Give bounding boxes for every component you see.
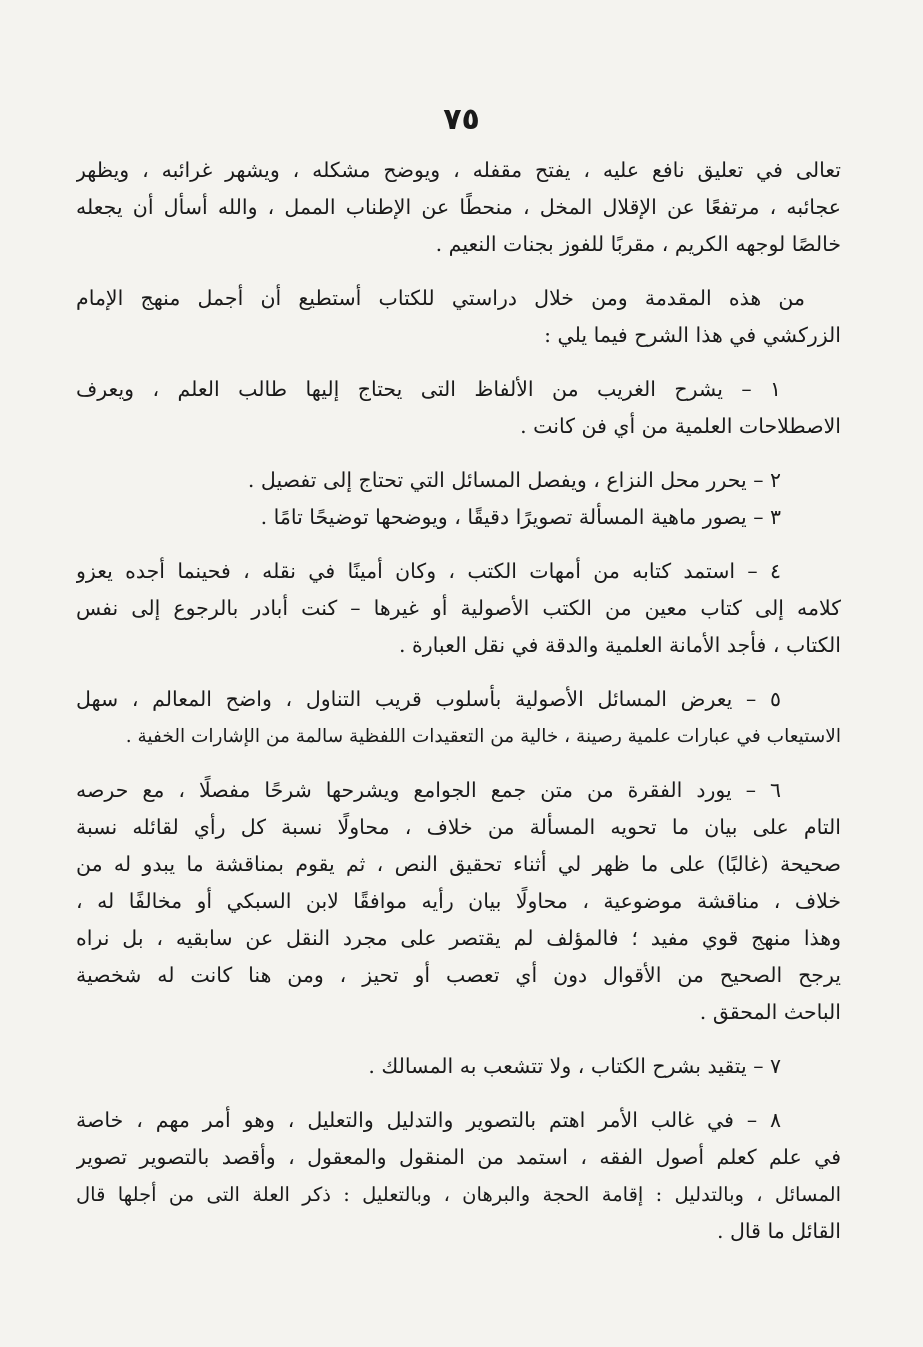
text-line: الزركشي في هذا الشرح فيما يلي : [544,323,841,347]
text-line: ٥ – يعرض المسائل الأصولية بأسلوب قريب التناول ، واضح المعالم ، سهل [76,687,781,711]
text-line: خالصًا لوجهه الكريم ، مقربًا للفوز بجنات النعيم . [435,232,841,256]
text-line: تعالى في تعليق نافع عليه ، يفتح مقفله ، ويوضح مشكله ، ويشهر غرائبه ، ويظهر [76,158,841,182]
text-line: ٤ – استمد كتابه من أمهات الكتب ، وكان أمينًا في نقله ، فحينما أجده يعزو [76,559,781,583]
paragraph [76,772,841,1031]
page-number: ٧٥ [443,102,480,137]
text-line: ٨ – في غالب الأمر اهتم بالتصوير والتدليل والتعليل ، وهو أمر مهم ، خاصة [76,1108,781,1132]
text-line: الاصطلاحات العلمية من أي فن كانت . [520,414,841,438]
text-line: يرجح الصحيح من الأقوال دون أي تعصب أو تحيز ، ومن هنا كانت له شخصية [76,963,841,987]
text-line: عجائبه ، مرتفعًا عن الإقلال المخل ، منحطًا عن الإطناب الممل ، والله أسأل أن يجعله [76,195,841,219]
text-line: كلامه إلى كتاب معين من الكتب الأصولية أو غيرها – كنت أبادر بالرجوع إلى نفس [76,596,841,620]
body-text [76,152,841,1267]
text-line: في علم كعلم أصول الفقه ، استمد من المنقول والمعقول ، وأقصد بالتصوير تصوير [76,1145,841,1169]
paragraph [76,371,841,445]
text-line: صحيحة (غالبًا) على ما ظهر لي أثناء تحقيق النص ، ثم يقوم بمناقشة ما يبدو له من [76,852,841,876]
text-line: ١ – يشرح الغريب من الألفاظ التى يحتاج إليها طالب العلم ، ويعرف [76,377,781,401]
text-line: ٧ – يتقيد بشرح الكتاب ، ولا تتشعب به المسالك . [368,1054,781,1078]
text-line: القائل ما قال . [716,1219,841,1243]
paragraph [76,553,841,664]
text-line: ٢ – يحرر محل النزاع ، ويفصل المسائل التي تحتاج إلى تفصيل . [247,468,781,492]
text-line: الباحث المحقق . [699,1000,841,1024]
text-line: الاستيعاب في عبارات علمية رصينة ، خالية من التعقيدات اللفظية سالمة من الإشارات الخفية . [125,726,841,747]
paragraph [76,681,841,755]
text-line: ٣ – يصور ماهية المسألة تصويرًا دقيقًا ، ويوضحها توضيحًا تامًا . [260,505,781,529]
paragraph [76,1102,841,1250]
text-line: المسائل ، وبالتدليل : إقامة الحجة والبرهان ، وبالتعليل : ذكر العلة التى من أجلها قال [76,1183,841,1206]
text-line: من هذه المقدمة ومن خلال دراستي للكتاب أستطيع أن أجمل منهج الإمام [76,286,805,310]
text-line: التام على بيان ما تحويه المسألة من خلاف ، محاولًا نسبة كل رأي لقائله نسبة [76,815,841,839]
text-line: وهذا منهج قوي مفيد ؛ فالمؤلف لم يقتصر على مجرد النقل عن سابقيه ، بل نراه [76,926,841,950]
paragraph [76,1048,841,1085]
text-line: الكتاب ، فأجد الأمانة العلمية والدقة في نقل العبارة . [399,633,841,657]
text-line: ٦ – يورد الفقرة من متن جمع الجوامع ويشرحها شرحًا مفصلًا ، مع حرصه [76,778,781,802]
text-line: خلاف ، مناقشة موضوعية ، محاولًا بيان رأيه موافقًا لابن السبكي أو مخالفًا له ، [76,889,841,913]
paragraph [76,280,841,354]
paragraph [76,462,841,536]
paragraph [76,152,841,263]
